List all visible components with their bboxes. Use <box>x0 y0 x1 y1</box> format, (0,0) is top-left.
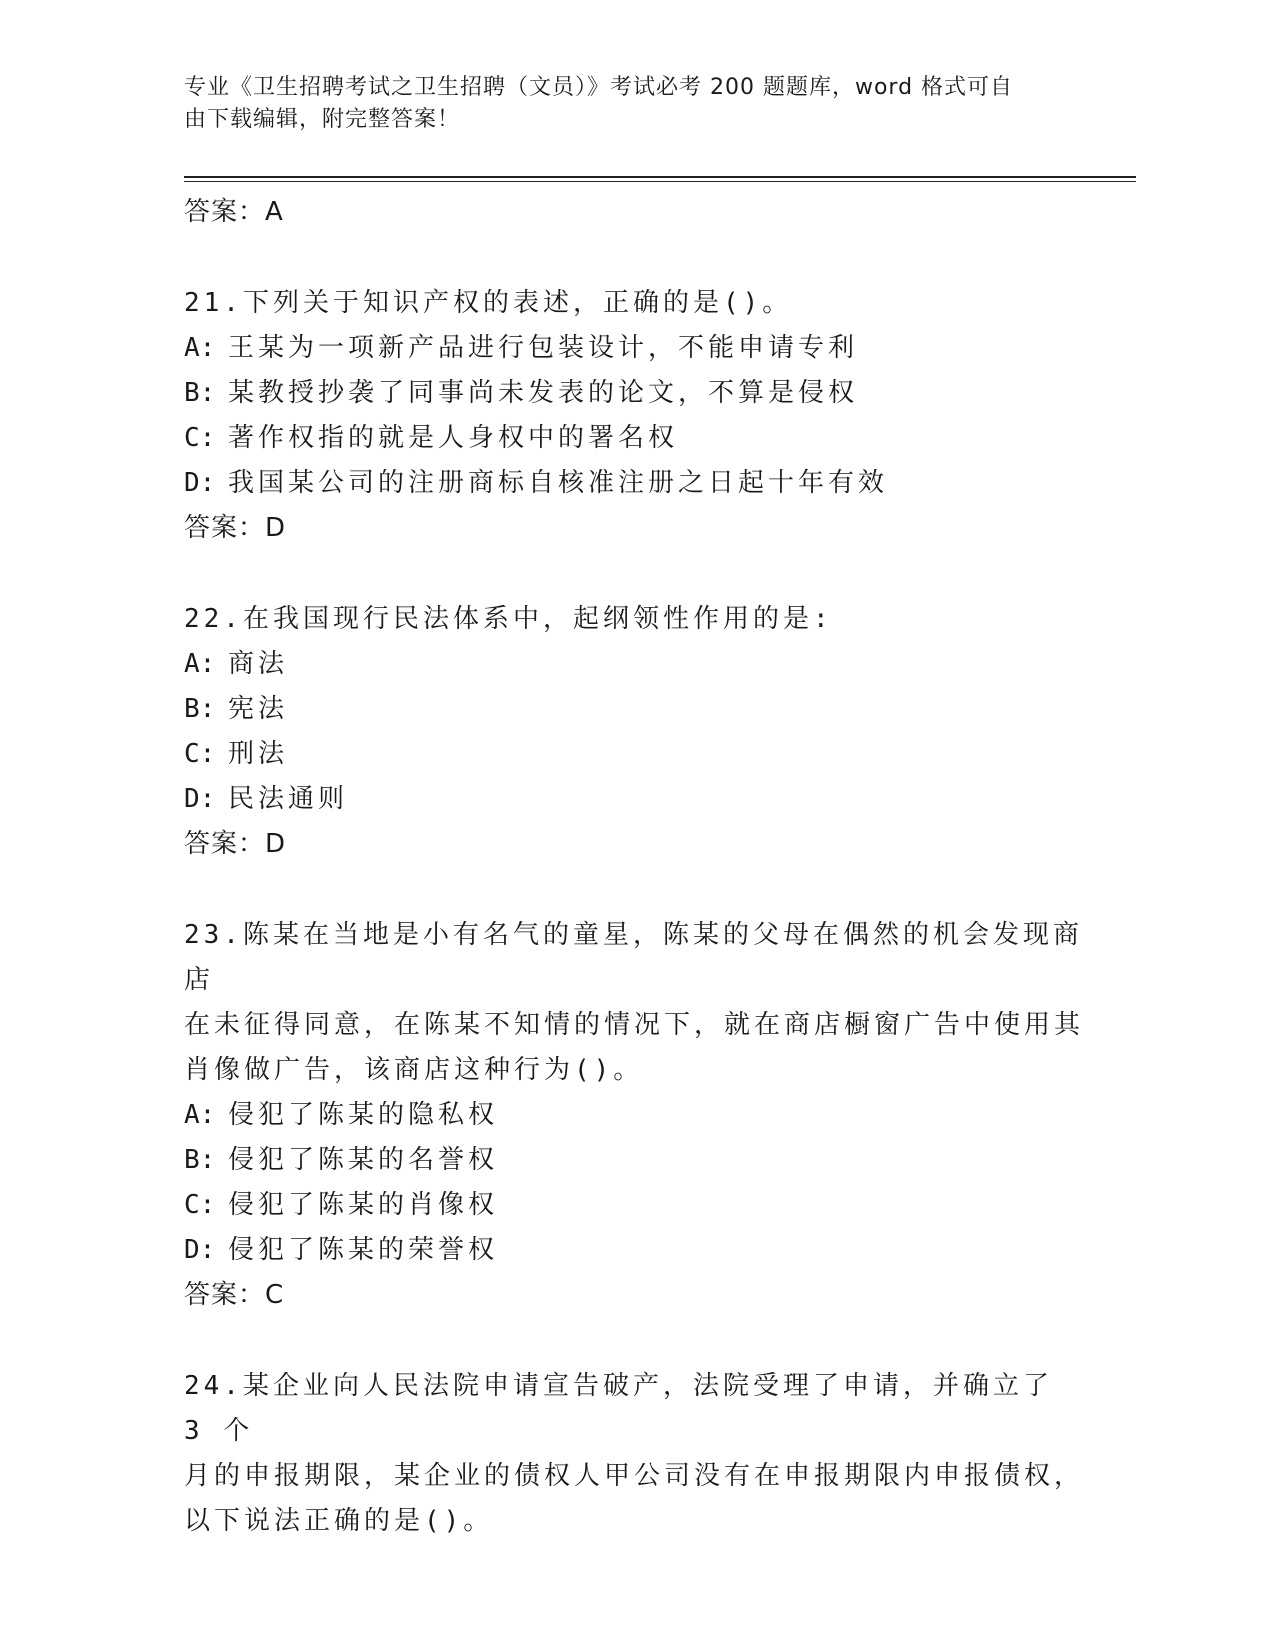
header-rule-thick <box>184 176 1136 178</box>
option-key: B: <box>184 694 216 724</box>
option-b <box>184 687 1084 732</box>
answer-label: 答案：D <box>184 513 287 543</box>
option-key: A: <box>184 1100 216 1130</box>
option-c <box>184 732 1084 777</box>
option-a <box>184 1093 1084 1138</box>
header-line-2: 由下载编辑，附完整答案！ <box>184 107 461 132</box>
question-text-line-2: 月的申报期限，某企业的债权人甲公司没有在申报期限内申报债权， <box>184 1461 1085 1491</box>
option-b <box>184 371 1084 416</box>
question-24 <box>184 1364 1084 1544</box>
option-key: A: <box>184 649 216 679</box>
option-text: 侵犯了陈某的名誉权 <box>228 1145 499 1175</box>
option-key: D: <box>184 1235 216 1265</box>
question-text: 22.在我国现行民法体系中，起纲领性作用的是: <box>184 604 833 634</box>
option-b <box>184 1138 1084 1183</box>
option-text: 某教授抄袭了同事尚未发表的论文，不算是侵权 <box>228 378 859 408</box>
option-text: 商法 <box>228 649 289 679</box>
option-key: C: <box>184 1190 216 1220</box>
option-text: 宪法 <box>228 694 289 724</box>
option-text: 刑法 <box>228 739 289 769</box>
option-text: 侵犯了陈某的隐私权 <box>228 1100 499 1130</box>
question-23 <box>184 913 1084 1318</box>
option-d <box>184 1228 1084 1273</box>
question-text-line-1: 23.陈某在当地是小有名气的童星，陈某的父母在偶然的机会发现商店 <box>184 920 1083 995</box>
question-22 <box>184 597 1084 867</box>
answer-label: 答案：C <box>184 1280 285 1310</box>
question-text-line-2: 在未征得同意，在陈某不知情的情况下，就在商店橱窗广告中使用其 <box>184 1010 1085 1040</box>
header-line-1: 专业《卫生招聘考试之卫生招聘（文员）》考试必考 200 题题库，word 格式可自 <box>184 75 1014 100</box>
option-a <box>184 326 1084 371</box>
option-key: B: <box>184 378 216 408</box>
option-text: 王某为一项新产品进行包装设计，不能申请专利 <box>228 333 859 363</box>
option-text: 民法通则 <box>228 784 349 814</box>
option-text: 侵犯了陈某的肖像权 <box>228 1190 499 1220</box>
option-a <box>184 642 1084 687</box>
question-text-line-3: 肖像做广告，该商店这种行为()。 <box>184 1055 644 1085</box>
option-c <box>184 1183 1084 1228</box>
option-key: C: <box>184 739 216 769</box>
option-key: D: <box>184 784 216 814</box>
option-text: 侵犯了陈某的荣誉权 <box>228 1235 499 1265</box>
question-text-line-3: 以下说法正确的是()。 <box>184 1506 494 1536</box>
question-text-line-1: 24.某企业向人民法院申请宣告破产，法院受理了申请，并确立了 3 个 <box>184 1371 1053 1446</box>
option-c <box>184 416 1084 461</box>
option-d <box>184 777 1084 822</box>
question-text: 21.下列关于知识产权的表述，正确的是()。 <box>184 288 793 318</box>
option-key: A: <box>184 333 216 363</box>
header-rule-thin <box>184 181 1136 182</box>
page-header <box>184 72 1084 136</box>
option-key: D: <box>184 468 216 498</box>
question-21 <box>184 281 1084 551</box>
option-key: B: <box>184 1145 216 1175</box>
option-text: 我国某公司的注册商标自核准注册之日起十年有效 <box>228 468 889 498</box>
option-text: 著作权指的就是人身权中的署名权 <box>228 423 679 453</box>
previous-answer: 答案：A <box>184 197 284 227</box>
option-d <box>184 461 1084 506</box>
answer-label: 答案：D <box>184 829 287 859</box>
option-key: C: <box>184 423 216 453</box>
question-content <box>184 190 1084 1544</box>
